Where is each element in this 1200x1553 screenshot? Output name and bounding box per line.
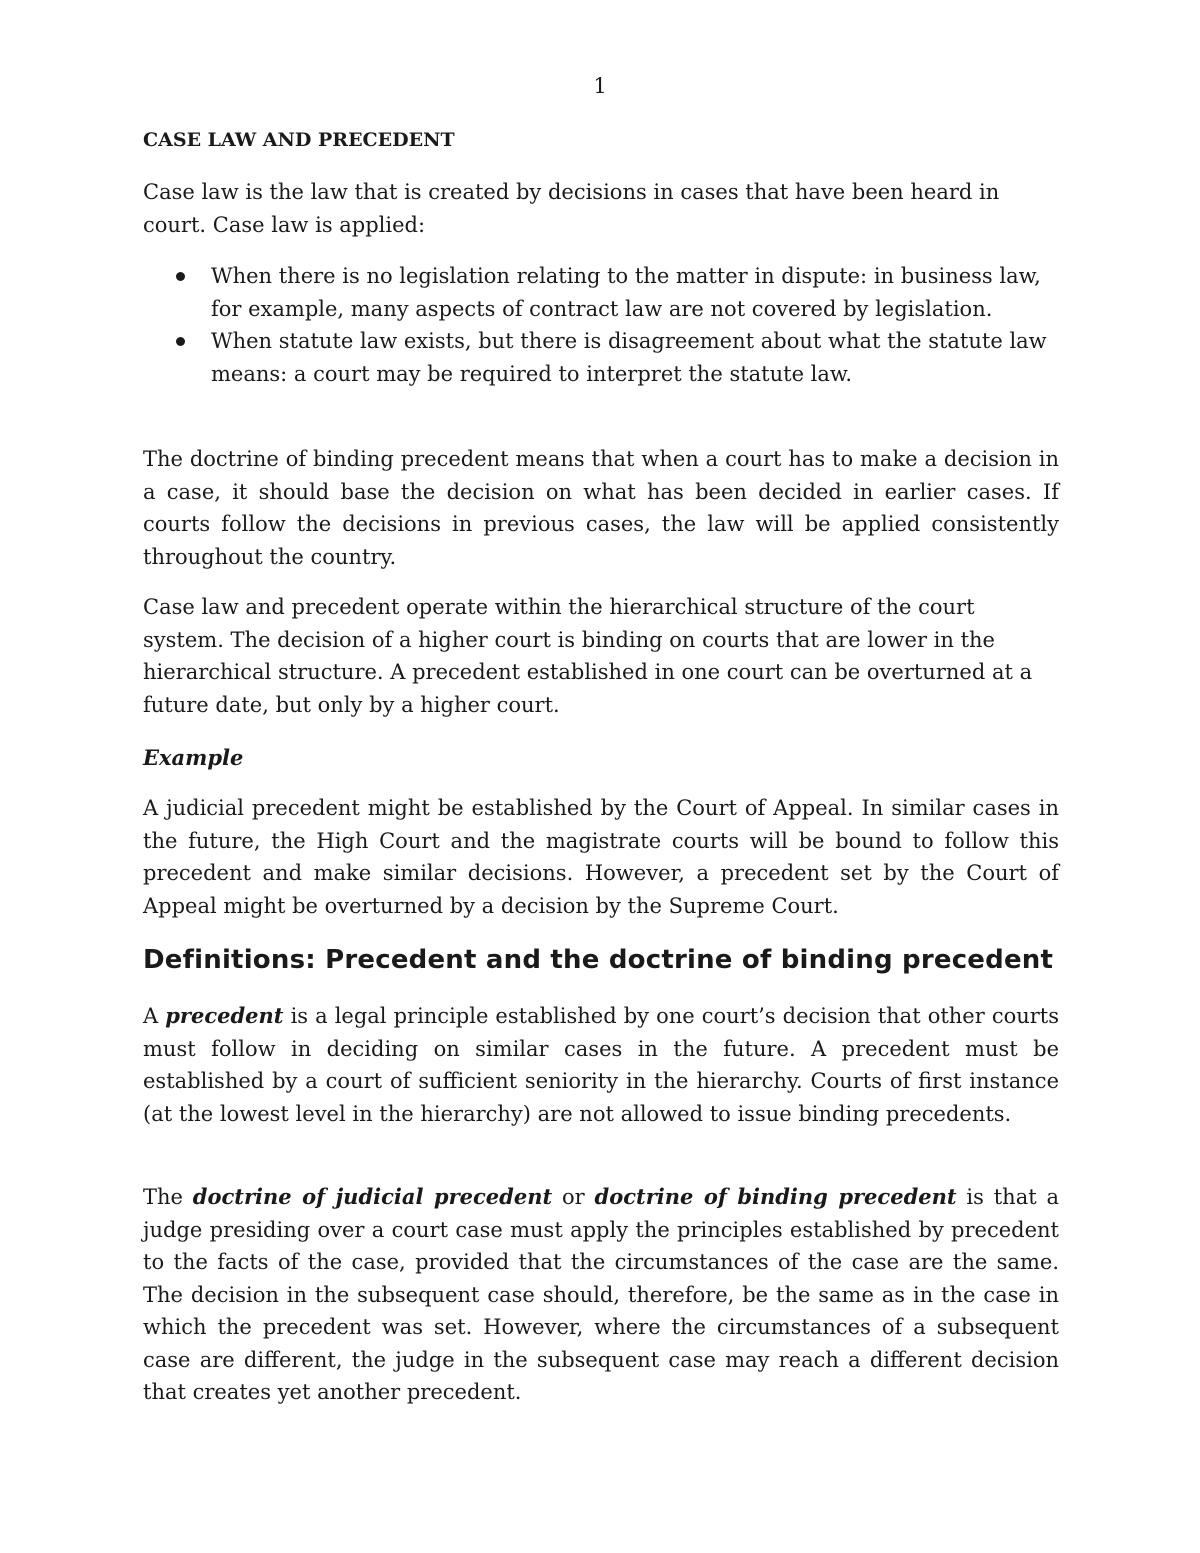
list-item-text: When statute law exists, but there is disagreement about what the statute law means: a court may be required to interpret the statute law. bbox=[211, 329, 1047, 386]
intro-paragraph: Case law is the law that is created by decisions in cases that have been heard in court. Case law is applied: bbox=[143, 180, 1000, 237]
example-paragraph: A judicial precedent might be established by the Court of Appeal. In similar cases in the future, the High Court and the magistrate courts will be bound to follow this precedent and make similar decisions. However, a precedent set by the Court of Appeal might be overturned by a decision by the Supreme Court. bbox=[143, 796, 1059, 918]
page-number: 1 bbox=[593, 74, 607, 98]
document-title: CASE LAW AND PRECEDENT bbox=[143, 129, 455, 151]
doctrine-connector: or bbox=[552, 1185, 595, 1209]
doctrine-term-binding: doctrine of binding precedent bbox=[594, 1184, 957, 1209]
precedent-definition bbox=[143, 1000, 1059, 1130]
list-item bbox=[143, 325, 1059, 390]
list-item-text: When there is no legislation relating to the matter in dispute: in business law, for example, many aspects of contract law are not covered by legislation. bbox=[211, 264, 1041, 321]
precedent-term: precedent bbox=[165, 1003, 284, 1028]
example-heading: Example bbox=[143, 745, 244, 770]
list-item bbox=[143, 260, 1059, 325]
precedent-text: is a legal principle established by one court’s decision that other courts must follow in deciding on similar cases in the future. A precedent must be established by a court of sufficient seniority in the hierarchy. Courts of first instance (at the lowest level in the hierarchy) are not allowed to issue binding precedents. bbox=[143, 1004, 1060, 1126]
doctrine-term-judicial: doctrine of judicial precedent bbox=[192, 1184, 553, 1209]
bullet-icon bbox=[176, 272, 185, 281]
doctrine-definition bbox=[143, 1181, 1059, 1409]
applied-when-list bbox=[143, 260, 1059, 390]
bullet-icon bbox=[176, 337, 185, 346]
definitions-heading: Definitions: Precedent and the doctrine of binding precedent bbox=[143, 945, 1054, 975]
doctrine-text: is that a judge presiding over a court case must apply the principles established by precedent to the facts of the case, provided that the circumstances of the case are the same. The decision in the subsequent case should, therefore, be the same as in the case in which the precedent was set. However, where the circumstances of a subsequent case are different, the judge in the subsequent case may reach a different decision that creates yet another precedent. bbox=[143, 1185, 1059, 1404]
doctrine-paragraph: The doctrine of binding precedent means that when a court has to make a decision in a case, it should base the decision on what has been decided in earlier cases. If courts follow the decisions in previous cases, the law will be applied consistently throughout the country. bbox=[143, 447, 1059, 569]
hierarchy-paragraph: Case law and precedent operate within the hierarchical structure of the court system. The decision of a higher court is binding on courts that are lower in the hierarchical structure. A precedent established in one court can be overturned at a future date, but only by a higher court. bbox=[143, 595, 1033, 717]
precedent-lead: A bbox=[143, 1004, 166, 1028]
doctrine-lead: The bbox=[143, 1185, 193, 1209]
